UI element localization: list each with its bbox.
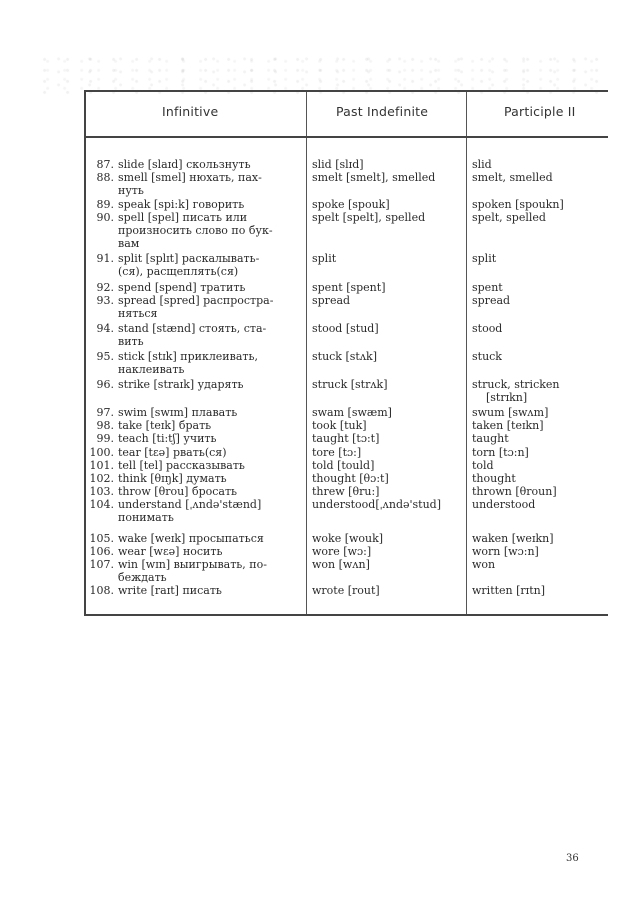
scan-noise	[40, 55, 600, 95]
past-indefinite-cell: spelt [spelt], spelled	[312, 211, 426, 224]
infinitive-text: take [teɪk] брать	[118, 419, 212, 432]
participle-cell	[472, 350, 608, 363]
column-divider	[466, 92, 467, 614]
past-indefinite-cell: told [tould]	[312, 459, 375, 472]
participle-text: taught	[472, 432, 509, 445]
participle-text: understood	[472, 498, 536, 511]
participle-cell	[472, 558, 608, 571]
participle-text: written [rɪtn]	[472, 584, 545, 597]
past-indefinite-cell: stood [stud]	[312, 322, 379, 335]
participle-text: stuck	[472, 350, 502, 363]
participle-text: worn [wɔ:n]	[472, 545, 539, 558]
past-indefinite-cell: split	[312, 252, 337, 265]
infinitive-text: вить	[118, 335, 144, 348]
participle-cell	[472, 406, 608, 419]
infinitive-text: wake [weɪk] просыпаться	[118, 532, 264, 545]
infinitive-text: write [raɪt] писать	[118, 584, 222, 597]
infinitive-cell	[88, 158, 300, 171]
participle-cell	[472, 158, 608, 171]
infinitive-cell	[88, 322, 300, 348]
infinitive-text: няться	[118, 307, 158, 320]
infinitive-text: spread [spred] распростра-	[118, 294, 274, 307]
past-indefinite-cell: struck [strʌk]	[312, 378, 388, 391]
past-indefinite-cell: smelt [smelt], smelled	[312, 171, 436, 184]
row-number: 91.	[96, 252, 114, 265]
participle-text: swum [swʌm]	[472, 406, 549, 419]
participle-text: spread	[472, 294, 511, 307]
row-number: 104.	[89, 498, 114, 511]
infinitive-text: understand [ˌʌndə'stænd]	[118, 498, 262, 511]
participle-cell	[472, 545, 608, 558]
infinitive-text: вам	[118, 237, 140, 250]
row-number: 100.	[89, 446, 114, 459]
participle-text: torn [tɔ:n]	[472, 446, 529, 459]
header-infinitive: Infinitive	[162, 104, 219, 119]
infinitive-cell	[88, 211, 300, 250]
infinitive-cell	[88, 545, 300, 558]
participle-cell	[472, 459, 608, 472]
infinitive-cell	[88, 485, 300, 498]
row-number: 92.	[96, 281, 114, 294]
past-indefinite-cell: slid [slɪd]	[312, 158, 364, 171]
infinitive-text: наклеивать	[118, 363, 185, 376]
participle-text: thought	[472, 472, 516, 485]
past-indefinite-cell: won [wʌn]	[312, 558, 370, 571]
participle-text: spelt, spelled	[472, 211, 546, 224]
infinitive-text: teach [ti:tʃ] учить	[118, 432, 217, 445]
irregular-verbs-table	[84, 90, 608, 616]
row-number: 103.	[89, 485, 114, 498]
participle-cell	[472, 211, 608, 224]
participle-cell	[472, 378, 608, 404]
infinitive-text: smell [smel] нюхать, пах-	[118, 171, 262, 184]
past-indefinite-cell: swam [swæm]	[312, 406, 392, 419]
participle-text: told	[472, 459, 494, 472]
past-indefinite-cell: tore [tɔ:]	[312, 446, 362, 459]
infinitive-cell	[88, 532, 300, 545]
row-number: 95.	[96, 350, 114, 363]
participle-text: taken [teɪkn]	[472, 419, 544, 432]
participle-cell	[472, 446, 608, 459]
infinitive-text: (ся), расщеплять(ся)	[118, 265, 239, 278]
past-indefinite-cell: spoke [spouk]	[312, 198, 390, 211]
header-divider	[86, 136, 608, 138]
row-number: 102.	[89, 472, 114, 485]
infinitive-text: spell [spel] писать или	[118, 211, 248, 224]
infinitive-text: tear [tɛə] рвать(ся)	[118, 446, 227, 459]
row-number: 99.	[96, 432, 114, 445]
infinitive-text: slide [slaɪd] скользнуть	[118, 158, 251, 171]
row-number: 93.	[96, 294, 114, 307]
infinitive-text: spend [spend] тратить	[118, 281, 246, 294]
infinitive-cell	[88, 406, 300, 419]
row-number: 94.	[96, 322, 114, 335]
row-number: 87.	[96, 158, 114, 171]
row-number: 98.	[96, 419, 114, 432]
past-indefinite-cell: took [tuk]	[312, 419, 367, 432]
infinitive-cell	[88, 252, 300, 278]
participle-text: won	[472, 558, 496, 571]
infinitive-cell	[88, 498, 300, 524]
infinitive-text: произносить слово по бук-	[118, 224, 273, 237]
participle-text: spoken [spoukn]	[472, 198, 564, 211]
infinitive-text: tell [tel] рассказывать	[118, 459, 245, 472]
participle-text: split	[472, 252, 497, 265]
past-indefinite-cell: thought [θɔ:t]	[312, 472, 389, 485]
infinitive-cell	[88, 294, 300, 320]
infinitive-cell	[88, 198, 300, 211]
infinitive-cell	[88, 378, 300, 391]
participle-text: spent	[472, 281, 503, 294]
past-indefinite-cell: understood[ˌʌndə'stud]	[312, 498, 442, 511]
participle-cell	[472, 198, 608, 211]
participle-text: smelt, smelled	[472, 171, 553, 184]
infinitive-cell	[88, 419, 300, 432]
infinitive-cell	[88, 584, 300, 597]
past-indefinite-cell: threw [θru:]	[312, 485, 380, 498]
column-divider	[306, 92, 307, 614]
infinitive-cell	[88, 350, 300, 376]
infinitive-text: split [splɪt] раскалывать-	[118, 252, 260, 265]
infinitive-cell	[88, 446, 300, 459]
participle-text: struck, stricken	[472, 378, 560, 391]
participle-cell	[472, 419, 608, 432]
past-indefinite-cell: woke [wouk]	[312, 532, 384, 545]
infinitive-text: stick [stɪk] приклеивать,	[118, 350, 258, 363]
infinitive-text: swim [swɪm] плавать	[118, 406, 238, 419]
row-number: 96.	[96, 378, 114, 391]
row-number: 101.	[89, 459, 114, 472]
row-number: 97.	[96, 406, 114, 419]
participle-cell	[472, 322, 608, 335]
infinitive-text: speak [spi:k] говорить	[118, 198, 245, 211]
row-number: 107.	[89, 558, 114, 571]
header-participle: Participle II	[504, 104, 576, 119]
infinitive-text: wear [wɛə] носить	[118, 545, 223, 558]
past-indefinite-cell: taught [tɔ:t]	[312, 432, 380, 445]
infinitive-text: понимать	[118, 511, 174, 524]
infinitive-cell	[88, 472, 300, 485]
row-number: 106.	[89, 545, 114, 558]
past-indefinite-cell: stuck [stʌk]	[312, 350, 378, 363]
infinitive-text: think [θɪŋk] думать	[118, 472, 227, 485]
infinitive-cell	[88, 171, 300, 197]
header-past-indefinite: Past Indefinite	[336, 104, 429, 119]
row-number: 108.	[89, 584, 114, 597]
participle-cell	[472, 294, 608, 307]
infinitive-cell	[88, 459, 300, 472]
past-indefinite-cell: spread	[312, 294, 351, 307]
infinitive-text: strike [straɪk] ударять	[118, 378, 244, 391]
past-indefinite-cell: wore [wɔ:]	[312, 545, 372, 558]
infinitive-text: throw [θrou] бросать	[118, 485, 238, 498]
past-indefinite-cell: wrote [rout]	[312, 584, 380, 597]
infinitive-text: нуть	[118, 184, 144, 197]
participle-cell	[472, 281, 608, 294]
participle-cell	[472, 498, 608, 511]
participle-cell	[472, 432, 608, 445]
infinitive-text: win [wɪn] выигрывать, по-	[118, 558, 267, 571]
page-number: 36	[566, 853, 579, 864]
infinitive-text: stand [stænd] стоять, ста-	[118, 322, 267, 335]
participle-cell	[472, 532, 608, 545]
row-number: 90.	[96, 211, 114, 224]
participle-text: [strɪkn]	[486, 391, 528, 404]
participle-cell	[472, 485, 608, 498]
infinitive-cell	[88, 281, 300, 294]
participle-text: slid	[472, 158, 492, 171]
participle-cell	[472, 472, 608, 485]
participle-text: thrown [θroun]	[472, 485, 557, 498]
participle-cell	[472, 171, 608, 184]
participle-text: stood	[472, 322, 503, 335]
infinitive-cell	[88, 432, 300, 445]
row-number: 88.	[96, 171, 114, 184]
participle-cell	[472, 584, 608, 597]
infinitive-cell	[88, 558, 300, 584]
row-number: 105.	[89, 532, 114, 545]
infinitive-text: беждать	[118, 571, 167, 584]
participle-cell	[472, 252, 608, 265]
past-indefinite-cell: spent [spent]	[312, 281, 386, 294]
participle-text: waken [weɪkn]	[472, 532, 554, 545]
row-number: 89.	[96, 198, 114, 211]
